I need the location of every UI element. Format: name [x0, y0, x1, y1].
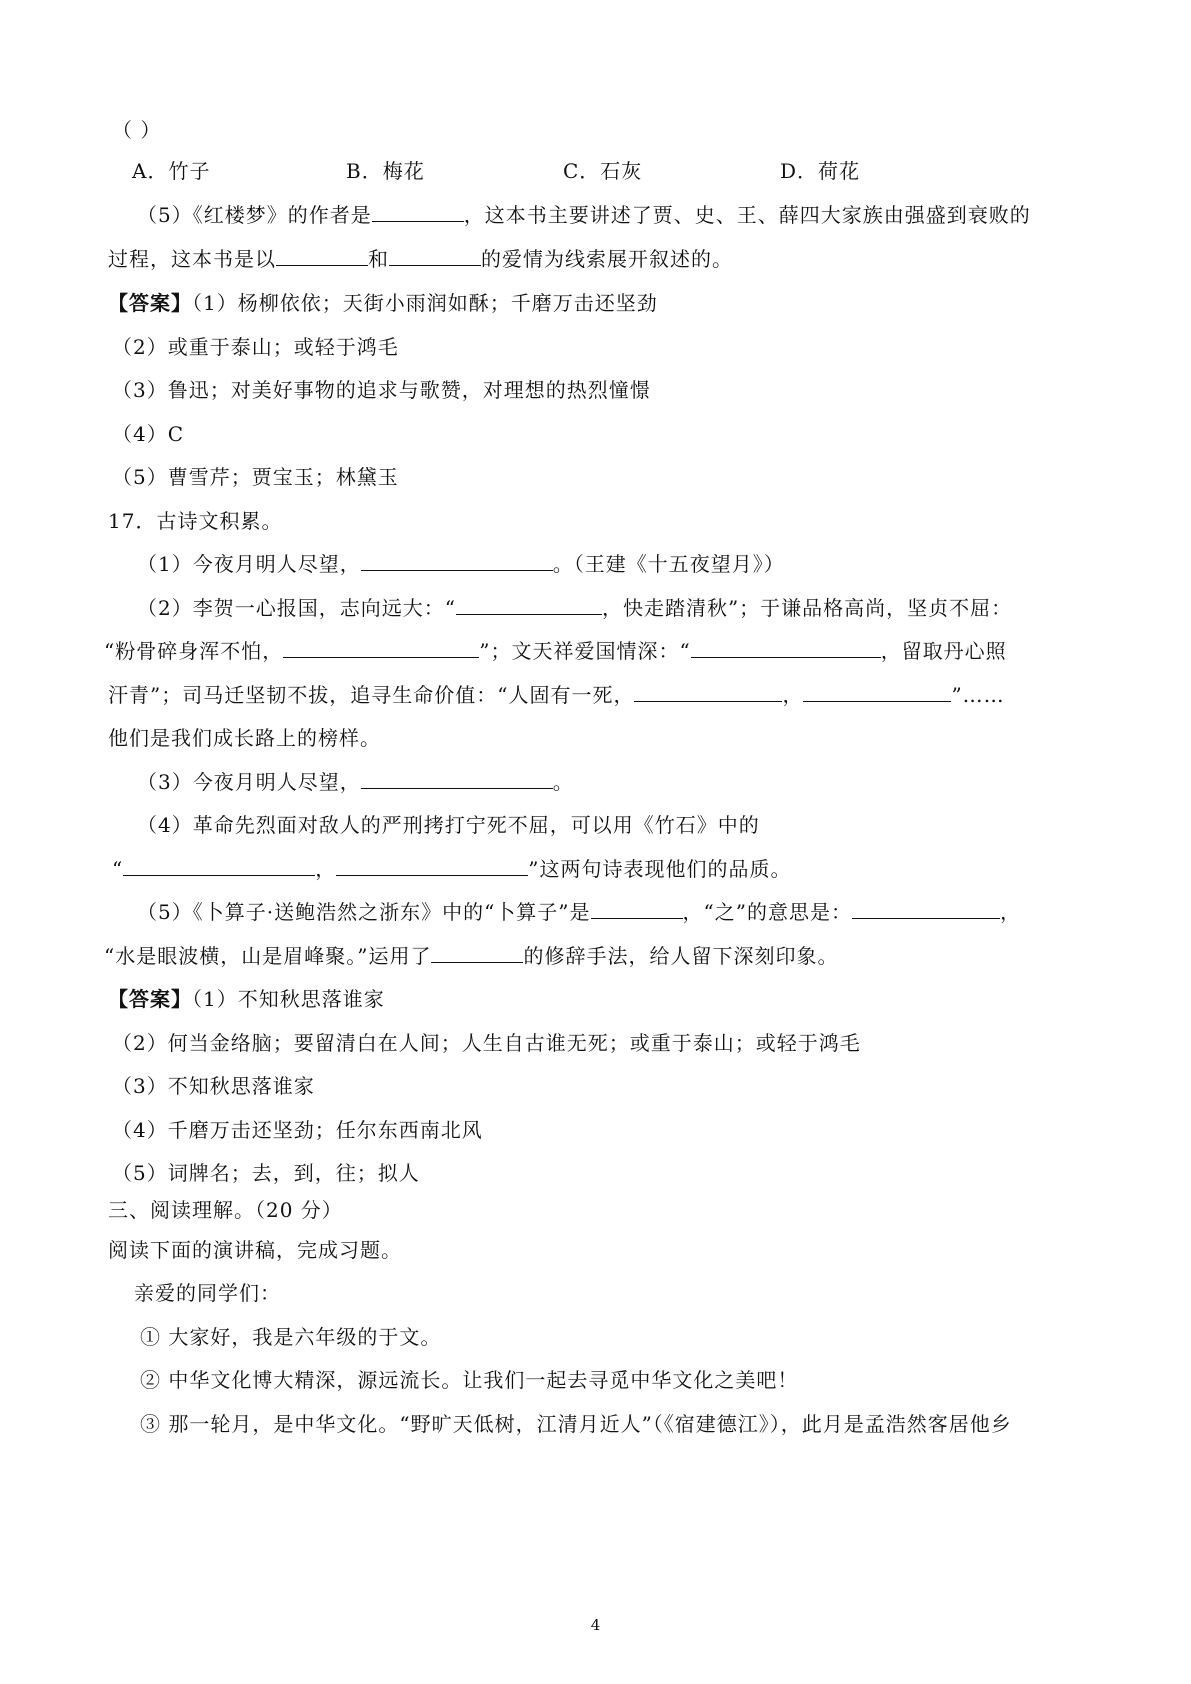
q16-5-text-b: ，这本书主要讲述了贾、史、王、薛四大家族由强盛到衰败的 — [463, 203, 1031, 227]
answer-text: （1）杨柳依依；天街小雨润如酥；千磨万击还坚劲 — [192, 291, 658, 315]
q17-4-line2 — [112, 855, 791, 883]
q17-3 — [137, 768, 574, 796]
q17-2-text-a: （2）李贺一心报国，志向远大：“ — [137, 596, 456, 620]
q17-5-line2 — [104, 942, 838, 970]
q17-3-text-a: （3）今夜月明人尽望， — [137, 770, 361, 794]
blank-character-1 — [276, 245, 368, 266]
q17-1-text-a: （1）今夜月明人尽望， — [137, 552, 361, 576]
q17-2-text-d: ”；文天祥爱国情深：“ — [479, 639, 691, 663]
q17-2-text-c: “粉骨碎身浑不怕， — [104, 639, 284, 663]
q16-5-line1 — [137, 201, 1031, 229]
answer16-line4: （4）C — [112, 422, 185, 446]
blank-q17-4b — [336, 855, 528, 876]
blank-author — [372, 201, 464, 222]
blank-q17-2e — [803, 681, 951, 702]
q17-2-line3 — [108, 681, 1005, 709]
answer-text: （1）不知秋思落谁家 — [192, 987, 385, 1011]
blank-q17-1 — [361, 550, 553, 571]
option-c: C．石灰 — [563, 159, 643, 183]
speech-paragraph-2: ② 中华文化博大精深，源远流长。让我们一起去寻觅中华文化之美吧！ — [140, 1368, 799, 1392]
q17-2-line4: 他们是我们成长路上的榜样。 — [108, 726, 381, 750]
question-17-title: 17．古诗文积累。 — [108, 509, 283, 533]
answer-label: 【答案】 — [108, 987, 192, 1011]
q17-5-text-d: “水是眼波横，山是眉峰聚。”运用了 — [104, 944, 432, 968]
answer17-line1 — [108, 985, 385, 1013]
q17-2-text-e: ，留取丹心照 — [880, 639, 1007, 663]
q17-2-line2 — [104, 637, 1007, 665]
q17-5-line1 — [137, 898, 1021, 926]
q17-2-text-h: ”…… — [951, 683, 1005, 707]
page-number: 4 — [590, 1616, 601, 1634]
q16-5-text-a: （5）《红楼梦》的作者是 — [137, 203, 372, 227]
q17-2-text-b: ，快走踏清秋”；于谦品格高尚，坚贞不屈： — [601, 596, 1013, 620]
option-b: B．梅花 — [346, 159, 425, 183]
q17-2-text-g: ， — [782, 683, 804, 707]
q17-4-text-b: “ — [112, 857, 124, 881]
answer-label: 【答案】 — [108, 291, 192, 315]
blank-q17-2d — [634, 681, 782, 702]
q17-2-line1 — [137, 594, 1012, 622]
blank-q17-2c — [691, 637, 881, 658]
answer17-line2: （2）何当金络脑；要留清白在人间；人生自古谁无死；或重于泰山；或轻于鸿毛 — [112, 1031, 861, 1055]
section-3-title: 三、阅读理解。（20 分） — [108, 1198, 343, 1222]
q16-5-text-c: 过程，这本书是以 — [108, 247, 276, 271]
blank-q17-2b — [283, 637, 479, 658]
q17-2-text-f: 汗青”；司马迁坚韧不拔，追寻生命价值：“人固有一死， — [108, 683, 635, 707]
q16-5-line2 — [108, 245, 733, 273]
option-d: D．荷花 — [780, 159, 861, 183]
answer17-line5: （5）词牌名；去，到，往；拟人 — [112, 1161, 420, 1185]
q17-4-text-c: ， — [315, 857, 337, 881]
q17-1-text-b: 。（王建《十五夜望月》） — [552, 552, 785, 576]
q16-5-text-e: 的爱情为线索展开叙述的。 — [481, 247, 733, 271]
q17-1 — [137, 550, 785, 578]
answer16-line5: （5）曹雪芹；贾宝玉；林黛玉 — [112, 465, 399, 489]
q17-5-text-c: ， — [999, 900, 1021, 924]
blank-character-2 — [389, 245, 481, 266]
blank-q17-4a — [123, 855, 315, 876]
section-3-instruction: 阅读下面的演讲稿，完成习题。 — [108, 1238, 402, 1262]
answer16-line2: （2）或重于泰山；或轻于鸿毛 — [112, 335, 399, 359]
answer-parentheses: （ ） — [112, 118, 162, 142]
blank-q17-5a — [591, 898, 683, 919]
blank-q17-2a — [456, 594, 602, 615]
q17-5-text-b: ，“之”的意思是： — [682, 900, 852, 924]
q17-5-text-a: （5）《卜算子·送鲍浩然之浙东》中的“卜算子”是 — [137, 900, 591, 924]
speech-greeting: 亲爱的同学们： — [134, 1281, 281, 1305]
q17-5-text-e: 的修辞手法，给人留下深刻印象。 — [523, 944, 839, 968]
q17-4-line1: （4）革命先烈面对敌人的严刑拷打宁死不屈，可以用《竹石》中的 — [137, 813, 760, 837]
speech-paragraph-3: ③ 那一轮月，是中华文化。“野旷天低树，江清月近人”（《宿建德江》），此月是孟浩然客居他乡 — [140, 1412, 1012, 1436]
speech-paragraph-1: ① 大家好，我是六年级的于文。 — [140, 1325, 442, 1349]
blank-q17-5c — [431, 942, 523, 963]
answer16-line1 — [108, 289, 658, 317]
blank-q17-3 — [361, 768, 553, 789]
q17-3-text-b: 。 — [552, 770, 574, 794]
answer17-line4: （4）千磨万击还坚劲；任尔东西南北风 — [112, 1118, 483, 1142]
answer17-line3: （3）不知秋思落谁家 — [112, 1074, 315, 1098]
answer16-line3: （3）鲁迅；对美好事物的追求与歌赞，对理想的热烈憧憬 — [112, 378, 651, 402]
q17-4-text-d: ”这两句诗表现他们的品质。 — [528, 857, 792, 881]
q16-5-text-d: 和 — [368, 247, 389, 271]
option-a: A．竹子 — [132, 159, 211, 183]
blank-q17-5b — [852, 898, 1000, 919]
